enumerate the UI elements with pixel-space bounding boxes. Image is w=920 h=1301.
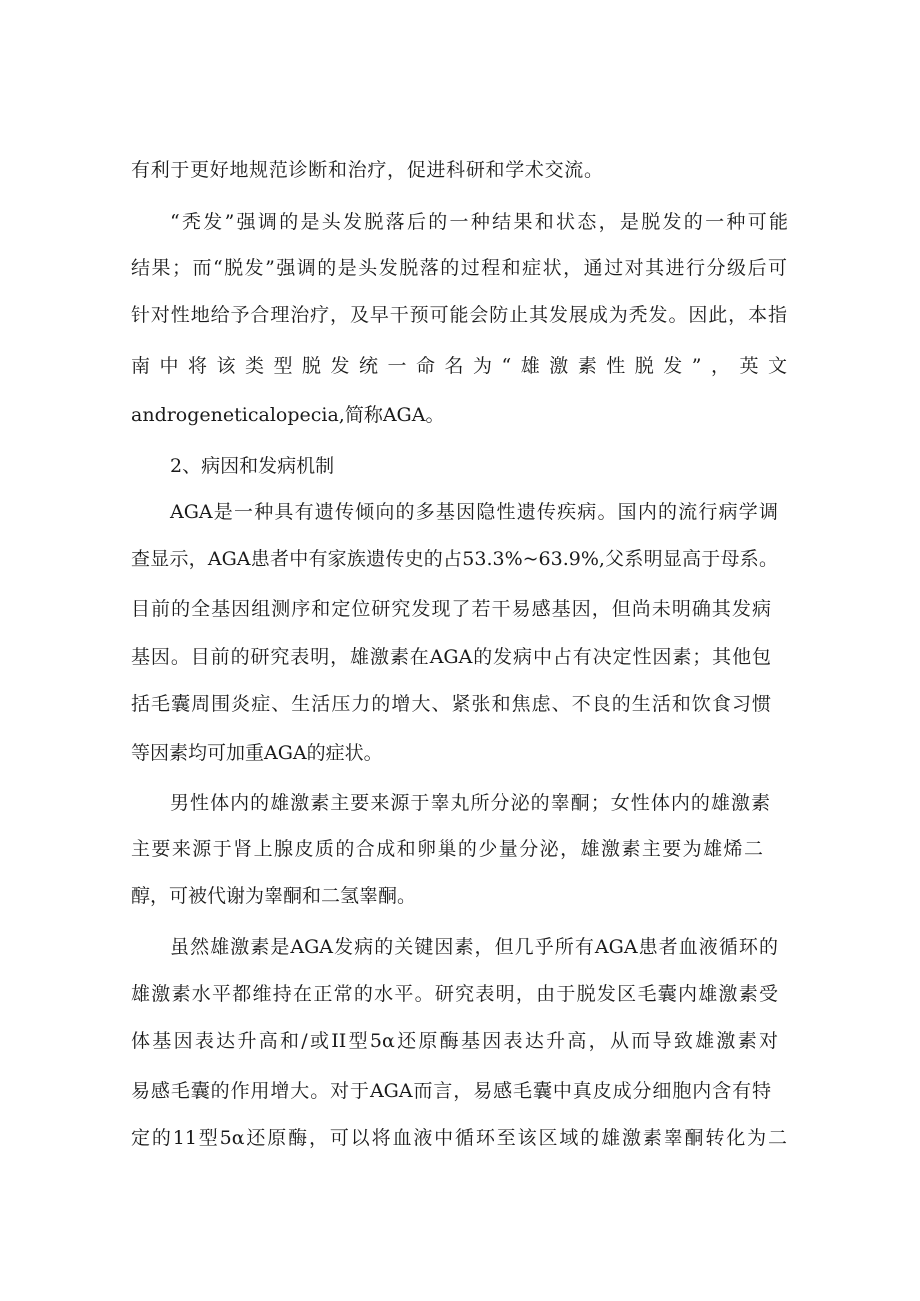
paragraph-line: AGA是一种具有遗传倾向的多基因隐性遗传疾病。国内的流行病学调 bbox=[170, 501, 778, 523]
paragraph-line: 查显示，AGA患者中有家族遗传史的占53.3%~63.9%,父系明显高于母系。 bbox=[131, 548, 778, 570]
section-heading: 2、病因和发病机制 bbox=[170, 455, 335, 477]
paragraph-line: 体基因表达升高和/或II型5α还原酶基因表达升高，从而导致雄激素对 bbox=[131, 1030, 778, 1052]
paragraph-line: 针对性地给予合理治疗，及早干预可能会防止其发展成为秃发。因此，本指 bbox=[131, 304, 787, 326]
paragraph-line: 括毛囊周围炎症、生活压力的增大、紧张和焦虑、不良的生活和饮食习惯 bbox=[131, 693, 771, 715]
paragraph-line: 醇，可被代谢为睾酮和二氢睾酮。 bbox=[131, 885, 417, 907]
paragraph-line: 虽然雄激素是AGA发病的关键因素，但几乎所有AGA患者血液循环的 bbox=[170, 936, 778, 958]
paragraph-line: 男性体内的雄激素主要来源于睾丸所分泌的睾酮；女性体内的雄激素 bbox=[170, 792, 770, 814]
paragraph-line: androgeneticalopecia,简称AGA。 bbox=[131, 404, 445, 426]
paragraph-line: 主要来源于肾上腺皮质的合成和卵巢的少量分泌，雄激素主要为雄烯二 bbox=[131, 838, 763, 860]
paragraph-line: 目前的全基因组测序和定位研究发现了若干易感基因，但尚未明确其发病 bbox=[131, 598, 771, 620]
paragraph-line: 基因。目前的研究表明，雄激素在AGA的发病中占有决定性因素；其他包 bbox=[131, 646, 771, 668]
paragraph-line: 定的11型5α还原酶，可以将血液中循环至该区域的雄激素睾酮转化为二 bbox=[131, 1127, 787, 1149]
paragraph-line: 结果；而“脱发”强调的是头发脱落的过程和症状，通过对其进行分级后可 bbox=[131, 257, 787, 279]
paragraph-line: 雄激素水平都维持在正常的水平。研究表明，由于脱发区毛囊内雄激素受 bbox=[131, 983, 778, 1005]
paragraph-line: 易感毛囊的作用增大。对于AGA而言，易感毛囊中真皮成分细胞内含有特 bbox=[131, 1080, 771, 1102]
paragraph-line: 等因素均可加重AGA的症状。 bbox=[131, 742, 383, 764]
paragraph-line: 南中将该类型脱发统一命名为“雄激素性脱发”，英文 bbox=[131, 355, 787, 377]
paragraph-line: “秃发”强调的是头发脱落后的一种结果和状态，是脱发的一种可能 bbox=[170, 211, 788, 233]
paragraph-line: 有利于更好地规范诊断和治疗，促进科研和学术交流。 bbox=[131, 159, 603, 181]
